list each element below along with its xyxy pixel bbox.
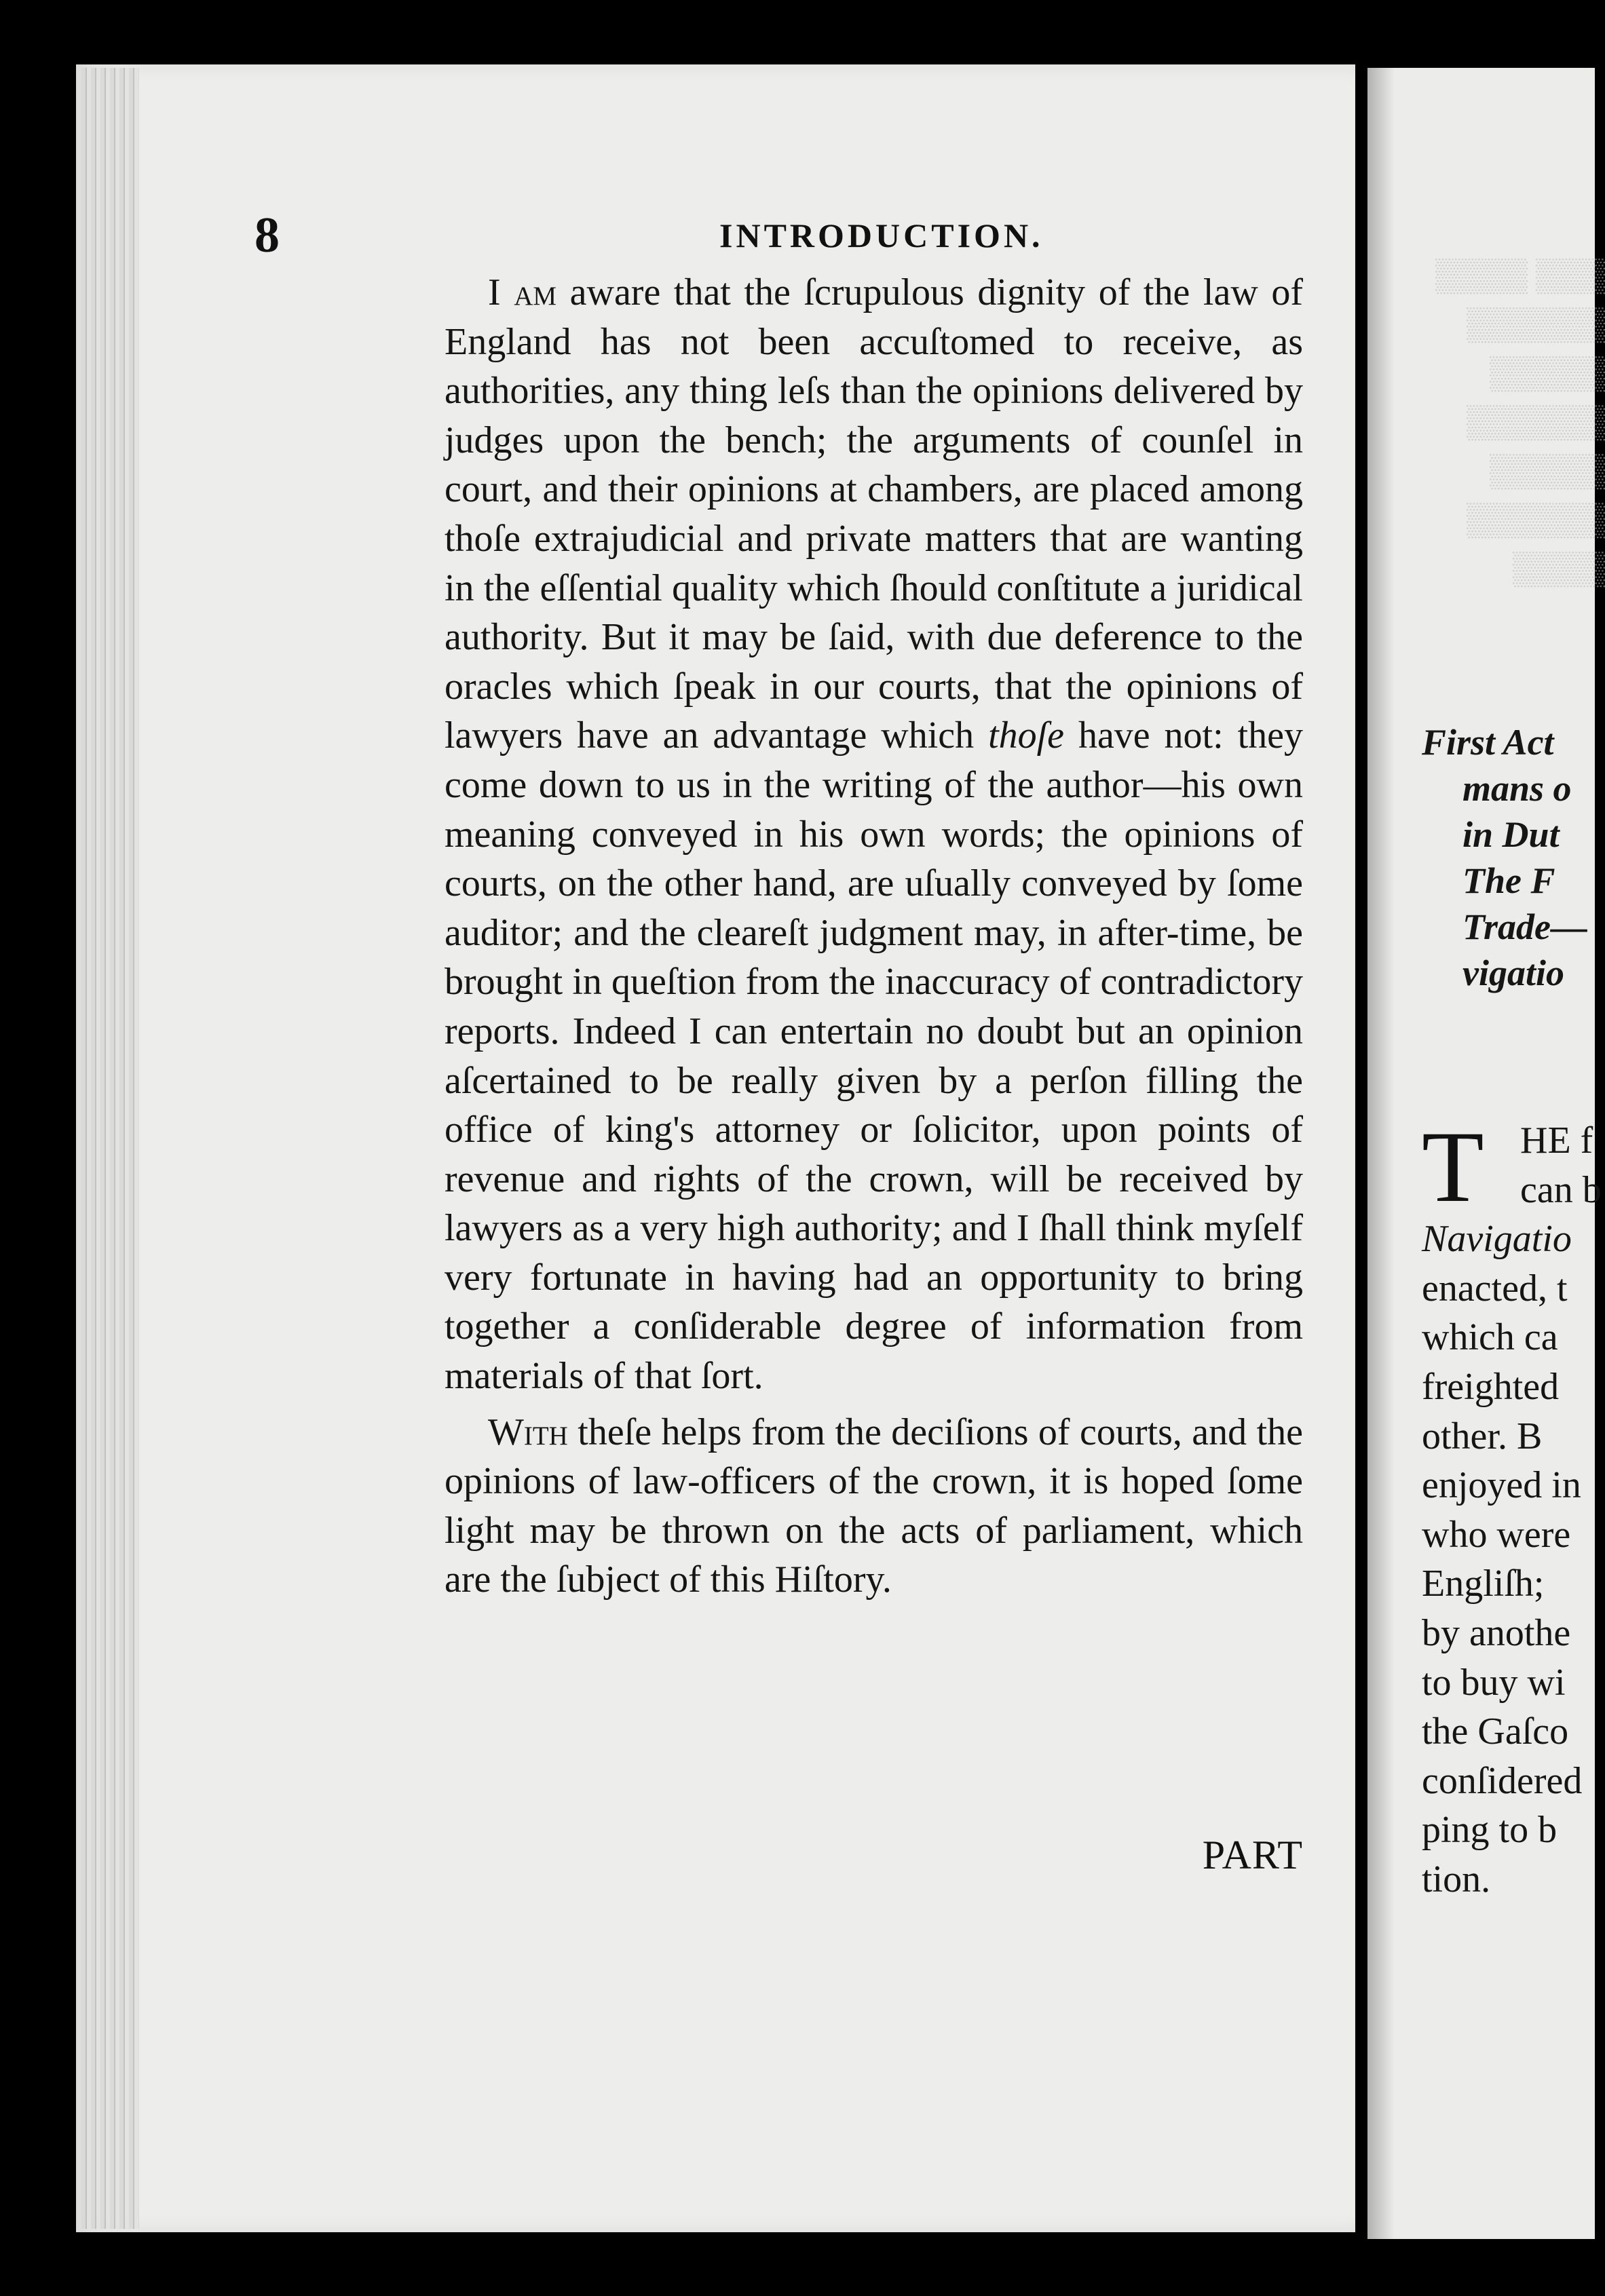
book-gutter [1355,64,1367,2232]
paragraph [445,1408,1303,1605]
chapter-summary [1422,719,1587,996]
summary-line: First Act [1422,722,1554,763]
drop-cap: T [1422,1111,1484,1223]
text-line: other. B [1422,1415,1543,1457]
text-line: who were [1422,1513,1571,1556]
text-line: can b [1520,1168,1602,1211]
catchword: PART [1202,1833,1303,1877]
text-line: enjoyed in [1422,1464,1581,1507]
text-line: ping to b [1422,1809,1557,1852]
text-line: to buy wi [1422,1661,1566,1704]
summary-line: Trade— [1462,906,1587,947]
right-page [1367,68,1605,2239]
text-line: tion. [1422,1858,1491,1900]
paragraph-text: theſe helps from the deciſions of courts, and the opinions of law-officers of the crown, it is hoped ſome light may be thrown on the acts of parliament, which are the ſubject of this Hiſtory. [445,1411,1303,1601]
text-line: freighted [1422,1365,1560,1408]
page-number: 8 [254,208,280,263]
text-line: conſidered [1422,1759,1583,1802]
running-head: INTRODUCTION. [719,216,1044,254]
right-body-text [1422,1111,1602,1905]
paragraph-text: aware that the ſcrupulous dignity of the law of England has not been accuſtomed to receive, as authorities, any thing leſs than the opinions delivered by judges upon the bench; the arguments of counſel in court, and their opinions at chambers, are placed among thoſe extrajudicial and private matters that are wanting in the eſſential quality which ſhould conſtitute a juridical authority. But it may be ſaid, with due deference to the oracles which ſpeak in our courts, that the opinions of lawyers have an advantage which [445,271,1303,757]
paragraph [445,268,1303,1401]
text-line: the Gaſco [1422,1710,1569,1753]
text-line: Engliſh; [1422,1563,1545,1605]
summary-line: vigatio [1462,953,1564,993]
paragraph-lead: With [488,1411,568,1453]
summary-line: mans o [1462,768,1572,809]
summary-line: in Dut [1462,814,1560,855]
text-line: HE f [1520,1120,1593,1162]
text-line: enacted, t [1422,1267,1568,1309]
show-through-text: ▒▒▒ ▒▒▒▒ ▒▒▒▒▒▒ ▒▒▒▒▒ ▒▒▒▒▒▒ ▒▒▒▒▒ ▒▒▒▒▒▒ ▒▒▒▒ [1435,257,1605,586]
summary-line: The F [1462,860,1555,901]
text-line: by anothe [1422,1611,1571,1654]
text-line: which ca [1422,1316,1558,1359]
paragraph-lead: I am [488,271,557,313]
text-line: Navigatio [1422,1218,1572,1261]
body-text [445,268,1303,1605]
italic-emphasis: thoſe [988,714,1065,757]
page-edges [81,68,139,2229]
paragraph-text: have not: they come down to us in the writing of the author—his own meaning conveyed in his own words; the opinions of courts, on the other hand, are uſually conveyed by ſome auditor; and the cleareſt judgment may, in after-time, be brought in queſtion from the inaccuracy of contradictory reports. Indeed I can entertain no doubt but an opinion aſcertained to be really given by a perſon filling the office of king's attorney or ſolicitor, upon points of revenue and rights of the crown, will be received by lawyers as a very high authority; and I ſhall think myſelf very fortunate in having had an opportunity to bring together a conſiderable degree of information from materials of that ſort. [445,714,1303,1398]
